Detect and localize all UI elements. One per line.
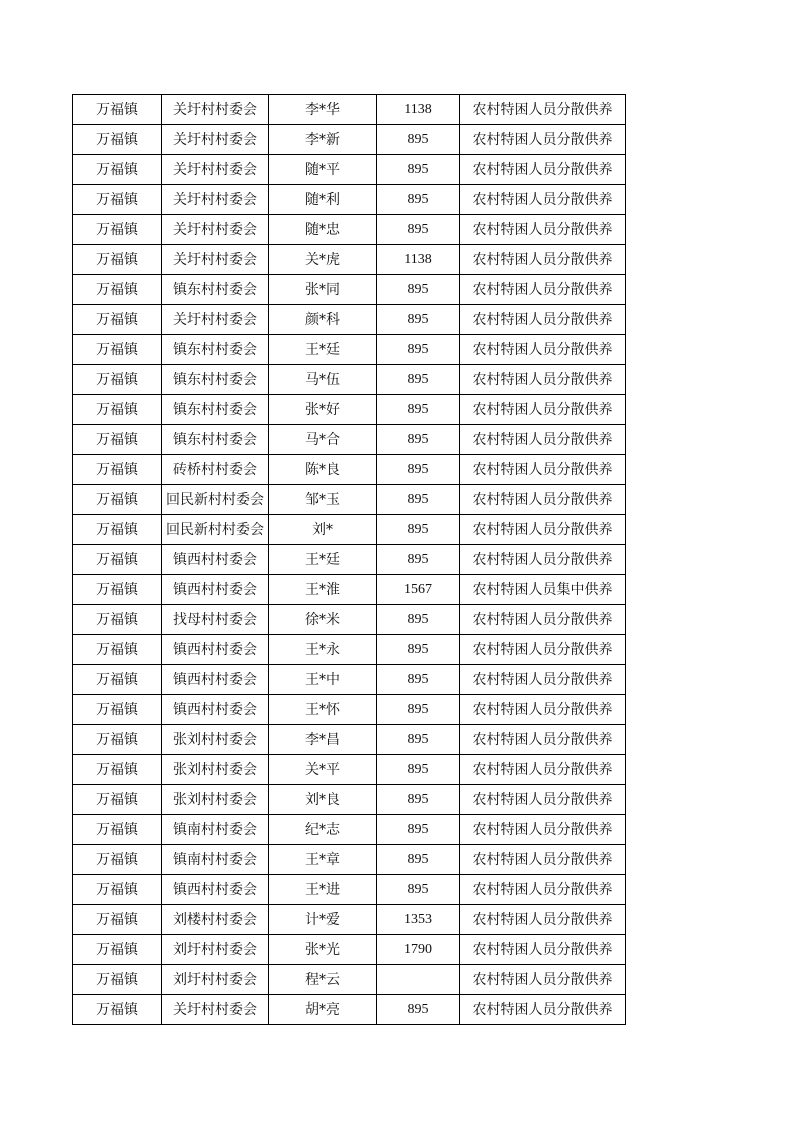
table-row — [73, 125, 626, 155]
support-type-cell: 农村特困人员分散供养 — [460, 905, 626, 935]
village-cell: 镇东村村委会 — [162, 395, 269, 425]
person-name-cell: 胡*亮 — [269, 995, 377, 1025]
support-type-cell: 农村特困人员分散供养 — [460, 815, 626, 845]
village-cell: 镇西村村委会 — [162, 575, 269, 605]
person-name-cell: 王*怀 — [269, 695, 377, 725]
amount-cell: 895 — [377, 305, 460, 335]
support-type-cell: 农村特困人员分散供养 — [460, 635, 626, 665]
village-cell: 关圩村村委会 — [162, 95, 269, 125]
amount-cell: 1138 — [377, 95, 460, 125]
town-cell: 万福镇 — [73, 935, 162, 965]
town-cell: 万福镇 — [73, 485, 162, 515]
person-name-cell: 徐*米 — [269, 605, 377, 635]
town-cell: 万福镇 — [73, 845, 162, 875]
town-cell: 万福镇 — [73, 155, 162, 185]
town-cell: 万福镇 — [73, 365, 162, 395]
town-cell: 万福镇 — [73, 395, 162, 425]
person-name-cell: 王*廷 — [269, 545, 377, 575]
support-type-cell: 农村特困人员分散供养 — [460, 845, 626, 875]
table-row — [73, 875, 626, 905]
amount-cell — [377, 965, 460, 995]
village-cell: 张刘村村委会 — [162, 755, 269, 785]
amount-cell: 895 — [377, 845, 460, 875]
amount-cell: 895 — [377, 515, 460, 545]
town-cell: 万福镇 — [73, 815, 162, 845]
village-cell: 镇东村村委会 — [162, 335, 269, 365]
amount-cell: 895 — [377, 725, 460, 755]
amount-cell: 895 — [377, 995, 460, 1025]
person-name-cell: 马*合 — [269, 425, 377, 455]
table-row — [73, 965, 626, 995]
village-cell: 张刘村村委会 — [162, 725, 269, 755]
amount-cell: 895 — [377, 545, 460, 575]
person-name-cell: 王*淮 — [269, 575, 377, 605]
table-row — [73, 155, 626, 185]
table-row — [73, 785, 626, 815]
assistance-table — [72, 94, 626, 1025]
table-row — [73, 245, 626, 275]
support-type-cell: 农村特困人员分散供养 — [460, 995, 626, 1025]
support-type-cell: 农村特困人员分散供养 — [460, 395, 626, 425]
town-cell: 万福镇 — [73, 605, 162, 635]
person-name-cell: 刘* — [269, 515, 377, 545]
village-cell: 关圩村村委会 — [162, 215, 269, 245]
person-name-cell: 随*忠 — [269, 215, 377, 245]
village-cell: 关圩村村委会 — [162, 995, 269, 1025]
person-name-cell: 李*昌 — [269, 725, 377, 755]
amount-cell: 895 — [377, 275, 460, 305]
table-row — [73, 395, 626, 425]
village-cell: 镇西村村委会 — [162, 545, 269, 575]
person-name-cell: 王*中 — [269, 665, 377, 695]
person-name-cell: 随*利 — [269, 185, 377, 215]
support-type-cell: 农村特困人员分散供养 — [460, 275, 626, 305]
support-type-cell: 农村特困人员分散供养 — [460, 725, 626, 755]
town-cell: 万福镇 — [73, 545, 162, 575]
table-row — [73, 95, 626, 125]
support-type-cell: 农村特困人员分散供养 — [460, 95, 626, 125]
amount-cell: 895 — [377, 815, 460, 845]
support-type-cell: 农村特困人员分散供养 — [460, 875, 626, 905]
support-type-cell: 农村特困人员分散供养 — [460, 515, 626, 545]
town-cell: 万福镇 — [73, 455, 162, 485]
town-cell: 万福镇 — [73, 95, 162, 125]
person-name-cell: 邹*玉 — [269, 485, 377, 515]
amount-cell: 895 — [377, 695, 460, 725]
support-type-cell: 农村特困人员分散供养 — [460, 455, 626, 485]
support-type-cell: 农村特困人员分散供养 — [460, 665, 626, 695]
table-row — [73, 725, 626, 755]
table-row — [73, 185, 626, 215]
support-type-cell: 农村特困人员分散供养 — [460, 155, 626, 185]
village-cell: 找母村村委会 — [162, 605, 269, 635]
support-type-cell: 农村特困人员分散供养 — [460, 245, 626, 275]
table-row — [73, 335, 626, 365]
table-row — [73, 455, 626, 485]
support-type-cell: 农村特困人员分散供养 — [460, 425, 626, 455]
amount-cell: 895 — [377, 785, 460, 815]
table-row — [73, 215, 626, 245]
village-cell: 刘圩村村委会 — [162, 965, 269, 995]
village-cell: 镇东村村委会 — [162, 365, 269, 395]
person-name-cell: 李*华 — [269, 95, 377, 125]
amount-cell: 1353 — [377, 905, 460, 935]
table-row — [73, 485, 626, 515]
village-cell: 关圩村村委会 — [162, 155, 269, 185]
amount-cell: 895 — [377, 425, 460, 455]
town-cell: 万福镇 — [73, 215, 162, 245]
support-type-cell: 农村特困人员集中供养 — [460, 575, 626, 605]
amount-cell: 895 — [377, 185, 460, 215]
town-cell: 万福镇 — [73, 725, 162, 755]
town-cell: 万福镇 — [73, 515, 162, 545]
person-name-cell: 张*同 — [269, 275, 377, 305]
village-cell: 回民新村村委会 — [162, 485, 269, 515]
person-name-cell: 刘*良 — [269, 785, 377, 815]
town-cell: 万福镇 — [73, 575, 162, 605]
village-cell: 镇西村村委会 — [162, 695, 269, 725]
town-cell: 万福镇 — [73, 305, 162, 335]
amount-cell: 895 — [377, 635, 460, 665]
table-row — [73, 935, 626, 965]
town-cell: 万福镇 — [73, 995, 162, 1025]
support-type-cell: 农村特困人员分散供养 — [460, 965, 626, 995]
support-type-cell: 农村特困人员分散供养 — [460, 935, 626, 965]
town-cell: 万福镇 — [73, 635, 162, 665]
table-row — [73, 575, 626, 605]
village-cell: 关圩村村委会 — [162, 125, 269, 155]
support-type-cell: 农村特困人员分散供养 — [460, 545, 626, 575]
support-type-cell: 农村特困人员分散供养 — [460, 785, 626, 815]
amount-cell: 895 — [377, 665, 460, 695]
person-name-cell: 纪*志 — [269, 815, 377, 845]
town-cell: 万福镇 — [73, 185, 162, 215]
amount-cell: 895 — [377, 125, 460, 155]
amount-cell: 895 — [377, 485, 460, 515]
town-cell: 万福镇 — [73, 905, 162, 935]
person-name-cell: 李*新 — [269, 125, 377, 155]
person-name-cell: 计*爱 — [269, 905, 377, 935]
amount-cell: 895 — [377, 335, 460, 365]
person-name-cell: 王*章 — [269, 845, 377, 875]
town-cell: 万福镇 — [73, 755, 162, 785]
amount-cell: 895 — [377, 155, 460, 185]
amount-cell: 1567 — [377, 575, 460, 605]
town-cell: 万福镇 — [73, 425, 162, 455]
person-name-cell: 关*虎 — [269, 245, 377, 275]
village-cell: 关圩村村委会 — [162, 185, 269, 215]
table-row — [73, 515, 626, 545]
village-cell: 镇东村村委会 — [162, 275, 269, 305]
table-row — [73, 665, 626, 695]
support-type-cell: 农村特困人员分散供养 — [460, 125, 626, 155]
amount-cell: 895 — [377, 755, 460, 785]
table-row — [73, 845, 626, 875]
table-row — [73, 545, 626, 575]
support-type-cell: 农村特困人员分散供养 — [460, 365, 626, 395]
amount-cell: 895 — [377, 365, 460, 395]
town-cell: 万福镇 — [73, 665, 162, 695]
town-cell: 万福镇 — [73, 785, 162, 815]
person-name-cell: 陈*良 — [269, 455, 377, 485]
support-type-cell: 农村特困人员分散供养 — [460, 485, 626, 515]
support-type-cell: 农村特困人员分散供养 — [460, 695, 626, 725]
support-type-cell: 农村特困人员分散供养 — [460, 605, 626, 635]
amount-cell: 895 — [377, 455, 460, 485]
town-cell: 万福镇 — [73, 965, 162, 995]
table-row — [73, 275, 626, 305]
town-cell: 万福镇 — [73, 125, 162, 155]
person-name-cell: 王*进 — [269, 875, 377, 905]
support-type-cell: 农村特困人员分散供养 — [460, 335, 626, 365]
support-type-cell: 农村特困人员分散供养 — [460, 755, 626, 785]
table-row — [73, 815, 626, 845]
person-name-cell: 张*好 — [269, 395, 377, 425]
person-name-cell: 王*永 — [269, 635, 377, 665]
person-name-cell: 颜*科 — [269, 305, 377, 335]
village-cell: 镇南村村委会 — [162, 845, 269, 875]
amount-cell: 895 — [377, 875, 460, 905]
table-row — [73, 365, 626, 395]
village-cell: 镇南村村委会 — [162, 815, 269, 845]
table-row — [73, 635, 626, 665]
town-cell: 万福镇 — [73, 245, 162, 275]
table-row — [73, 305, 626, 335]
table-row — [73, 905, 626, 935]
town-cell: 万福镇 — [73, 335, 162, 365]
person-name-cell: 王*廷 — [269, 335, 377, 365]
amount-cell: 1790 — [377, 935, 460, 965]
amount-cell: 895 — [377, 215, 460, 245]
town-cell: 万福镇 — [73, 275, 162, 305]
person-name-cell: 张*光 — [269, 935, 377, 965]
town-cell: 万福镇 — [73, 695, 162, 725]
amount-cell: 1138 — [377, 245, 460, 275]
village-cell: 关圩村村委会 — [162, 245, 269, 275]
village-cell: 镇东村村委会 — [162, 425, 269, 455]
person-name-cell: 随*平 — [269, 155, 377, 185]
village-cell: 刘楼村村委会 — [162, 905, 269, 935]
village-cell: 回民新村村委会 — [162, 515, 269, 545]
amount-cell: 895 — [377, 605, 460, 635]
table-row — [73, 995, 626, 1025]
person-name-cell: 程*云 — [269, 965, 377, 995]
table-row — [73, 695, 626, 725]
village-cell: 砖桥村村委会 — [162, 455, 269, 485]
table-row — [73, 755, 626, 785]
village-cell: 刘圩村村委会 — [162, 935, 269, 965]
table-row — [73, 425, 626, 455]
village-cell: 张刘村村委会 — [162, 785, 269, 815]
person-name-cell: 马*伍 — [269, 365, 377, 395]
village-cell: 镇西村村委会 — [162, 635, 269, 665]
village-cell: 镇西村村委会 — [162, 875, 269, 905]
person-name-cell: 关*平 — [269, 755, 377, 785]
table-row — [73, 605, 626, 635]
support-type-cell: 农村特困人员分散供养 — [460, 305, 626, 335]
support-type-cell: 农村特困人员分散供养 — [460, 215, 626, 245]
town-cell: 万福镇 — [73, 875, 162, 905]
support-type-cell: 农村特困人员分散供养 — [460, 185, 626, 215]
village-cell: 镇西村村委会 — [162, 665, 269, 695]
table-body — [73, 95, 626, 1025]
amount-cell: 895 — [377, 395, 460, 425]
village-cell: 关圩村村委会 — [162, 305, 269, 335]
